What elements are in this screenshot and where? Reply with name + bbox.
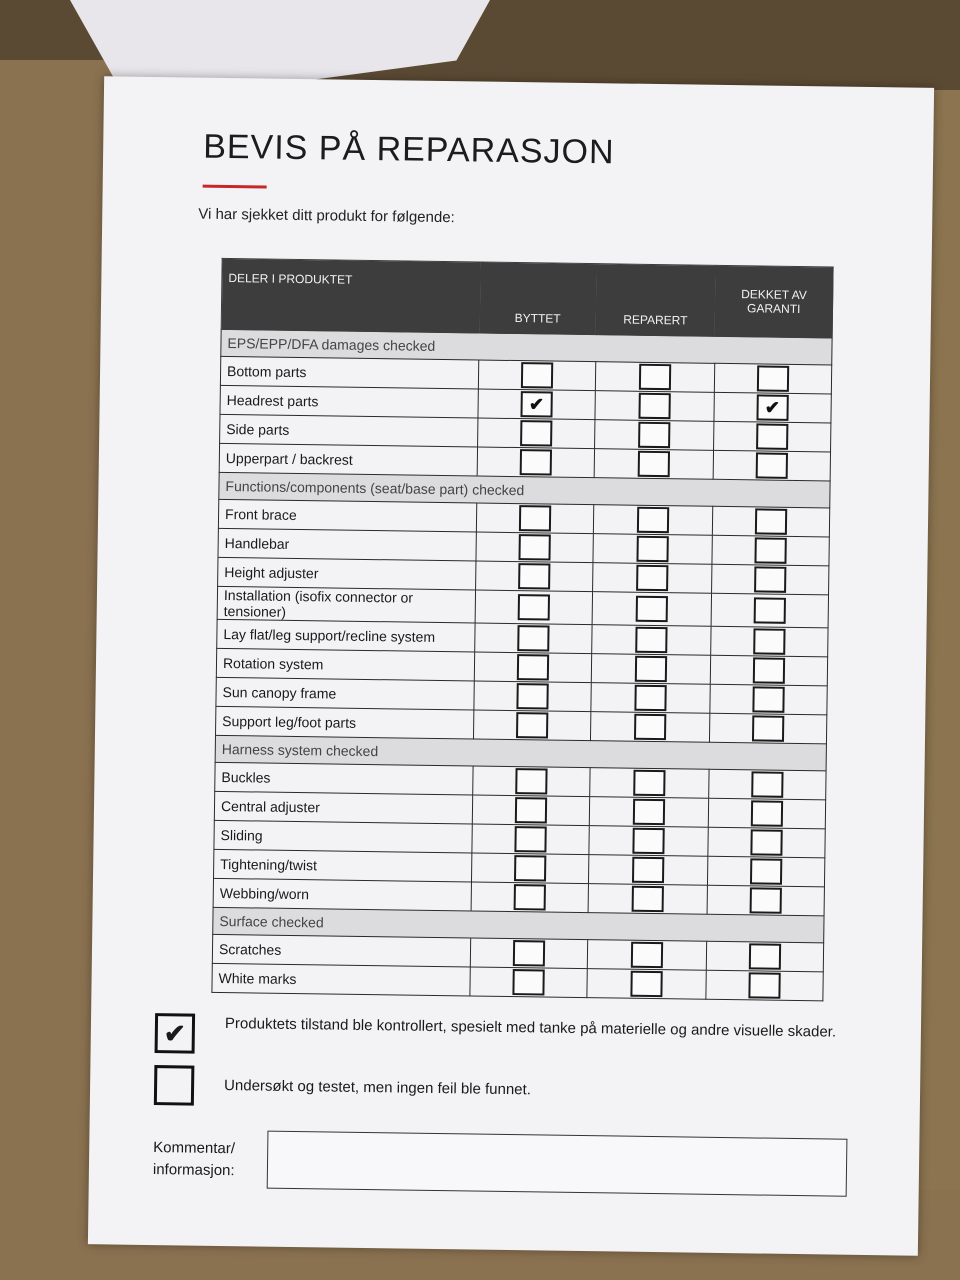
- comment-label-line1: Kommentar/: [153, 1139, 236, 1158]
- part-label: Sliding: [214, 820, 473, 853]
- comment-field[interactable]: [267, 1131, 848, 1197]
- warranty-cell: [713, 450, 831, 481]
- warranty-cell: [711, 564, 829, 595]
- repaired-cell: [588, 826, 707, 857]
- replaced-cell: [479, 360, 596, 391]
- warranty-checkbox[interactable]: [749, 887, 781, 913]
- header-warranty: [715, 265, 833, 338]
- repaired-checkbox[interactable]: [633, 770, 665, 796]
- part-label: Webbing/worn: [213, 878, 472, 911]
- replaced-cell: [472, 824, 589, 855]
- warranty-checkbox[interactable]: [757, 365, 789, 391]
- replaced-checkbox[interactable]: [515, 797, 547, 823]
- form-intro: Vi har sjekket ditt produkt for følgende:: [198, 205, 455, 227]
- confirmation-2-checkbox[interactable]: [154, 1065, 195, 1106]
- warranty-cell: [714, 363, 832, 394]
- warranty-checkbox[interactable]: [755, 508, 787, 534]
- repaired-checkbox[interactable]: [632, 828, 664, 854]
- repaired-checkbox[interactable]: [636, 565, 668, 591]
- part-label: Installation (isofix connector or tensioner): [217, 586, 476, 623]
- repaired-cell: [589, 768, 708, 799]
- comment-label: [153, 1137, 235, 1182]
- replaced-checkbox[interactable]: [516, 683, 548, 709]
- checklist-header: [221, 258, 833, 338]
- replaced-checkbox[interactable]: [513, 884, 545, 910]
- comment-label-line2: informasjon:: [152, 1161, 235, 1180]
- form-title: BEVIS PÅ REPARASJON: [202, 127, 615, 172]
- replaced-checkbox[interactable]: [517, 654, 549, 680]
- replaced-checkbox[interactable]: [518, 563, 550, 589]
- repaired-cell: [593, 505, 712, 536]
- warranty-checkbox[interactable]: [750, 829, 782, 855]
- part-label: Side parts: [220, 414, 479, 447]
- replaced-checkbox[interactable]: [518, 534, 550, 560]
- warranty-cell: [707, 827, 825, 858]
- replaced-cell: [471, 882, 588, 913]
- replaced-checkbox[interactable]: [514, 855, 546, 881]
- part-label: Upperpart / backrest: [219, 443, 478, 476]
- part-label: Rotation system: [216, 648, 475, 681]
- repaired-checkbox[interactable]: [630, 971, 662, 997]
- repaired-checkbox[interactable]: [634, 656, 666, 682]
- repaired-cell: [588, 884, 707, 915]
- repaired-checkbox[interactable]: [630, 942, 662, 968]
- replaced-checkbox[interactable]: [519, 449, 551, 475]
- part-label: Tightening/twist: [214, 849, 473, 882]
- replaced-cell: [476, 532, 593, 563]
- warranty-checkbox[interactable]: [755, 452, 787, 478]
- repaired-cell: [591, 654, 710, 685]
- header-warranty-line2: GARANTI: [747, 301, 801, 317]
- header-repaired: REPARERT: [596, 264, 716, 337]
- repaired-checkbox[interactable]: [638, 422, 670, 448]
- repaired-cell: [594, 391, 713, 422]
- warranty-cell: [706, 941, 824, 972]
- repaired-checkbox[interactable]: [636, 536, 668, 562]
- replaced-checkbox[interactable]: [515, 768, 547, 794]
- repaired-cell: [589, 797, 708, 828]
- replaced-cell: [472, 853, 589, 884]
- warranty-cell: [705, 970, 823, 1001]
- part-label: Front brace: [218, 499, 477, 532]
- replaced-checkbox[interactable]: [517, 594, 549, 620]
- warranty-cell: [712, 506, 830, 537]
- replaced-cell: [475, 590, 592, 625]
- repair-form-sheet: [88, 76, 934, 1255]
- part-label: Central adjuster: [214, 791, 473, 824]
- part-label: Lay flat/leg support/recline system: [217, 619, 476, 652]
- warranty-checkbox[interactable]: [753, 657, 785, 683]
- warranty-cell: [713, 421, 831, 452]
- checklist-table: [211, 258, 833, 1001]
- warranty-checkbox[interactable]: [754, 537, 786, 563]
- replaced-checkbox[interactable]: [516, 712, 548, 738]
- repaired-cell: [594, 420, 713, 451]
- warranty-cell: [709, 713, 827, 744]
- confirmation-2-text: Undersøkt og testet, men ingen feil ble funnet.: [223, 1077, 532, 1099]
- replaced-cell: [474, 710, 591, 741]
- replaced-checkbox[interactable]: ✔: [520, 391, 552, 417]
- replaced-cell: [472, 795, 589, 826]
- repaired-checkbox[interactable]: [634, 714, 666, 740]
- header-warranty-line1: DEKKET AV: [741, 287, 807, 303]
- warranty-cell: [711, 593, 829, 628]
- checklist-body: [212, 329, 832, 1000]
- warranty-checkbox[interactable]: [752, 715, 784, 741]
- header-replaced: BYTTET: [479, 262, 596, 335]
- repaired-cell: [592, 563, 711, 594]
- repaired-checkbox[interactable]: [638, 364, 670, 390]
- repaired-checkbox[interactable]: [632, 799, 664, 825]
- warranty-checkbox[interactable]: ✔: [756, 394, 788, 420]
- section-title: Functions/components (seat/base part) checked: [219, 472, 830, 508]
- replaced-cell: [473, 766, 590, 797]
- replaced-cell: [476, 561, 593, 592]
- repaired-cell: [595, 362, 714, 393]
- part-label: Scratches: [212, 934, 471, 967]
- section-title: Surface checked: [213, 907, 824, 943]
- replaced-checkbox[interactable]: [521, 362, 553, 388]
- confirmation-1-text: Produktets tilstand ble kontrollert, spesielt med tanke på materielle og andre visuelle skader.: [224, 1015, 837, 1041]
- part-label: Headrest parts: [220, 385, 479, 418]
- warranty-checkbox[interactable]: [752, 686, 784, 712]
- title-accent-rule: [203, 185, 267, 189]
- warranty-cell: [710, 655, 828, 686]
- warranty-checkbox[interactable]: [750, 858, 782, 884]
- repaired-checkbox[interactable]: [638, 393, 670, 419]
- replaced-cell: [470, 967, 587, 998]
- replaced-checkbox[interactable]: [513, 940, 545, 966]
- warranty-checkbox[interactable]: [754, 566, 786, 592]
- warranty-checkbox[interactable]: [753, 597, 785, 623]
- repaired-cell: [587, 940, 706, 971]
- replaced-checkbox[interactable]: [519, 505, 551, 531]
- section-title: Harness system checked: [215, 735, 826, 771]
- repaired-cell: [592, 592, 711, 627]
- warranty-checkbox[interactable]: [756, 423, 788, 449]
- part-label: Bottom parts: [220, 356, 479, 389]
- warranty-checkbox[interactable]: [751, 800, 783, 826]
- warranty-cell: [707, 885, 825, 916]
- replaced-checkbox[interactable]: [514, 826, 546, 852]
- confirmation-1-checkbox[interactable]: ✔: [155, 1013, 196, 1054]
- replaced-cell: [478, 418, 595, 449]
- replaced-cell: [477, 503, 594, 534]
- replaced-cell: [470, 938, 587, 969]
- part-label: Sun canopy frame: [216, 677, 475, 710]
- repaired-checkbox[interactable]: [631, 886, 663, 912]
- confirmation-2: [154, 1065, 854, 1099]
- warranty-cell: [711, 535, 829, 566]
- repaired-checkbox[interactable]: [634, 685, 666, 711]
- repaired-cell: [586, 969, 705, 1000]
- warranty-checkbox[interactable]: [749, 943, 781, 969]
- warranty-cell: [707, 856, 825, 887]
- replaced-cell: [474, 681, 591, 712]
- warranty-cell: [713, 392, 831, 423]
- repaired-cell: [588, 855, 707, 886]
- part-label: Handlebar: [218, 528, 477, 561]
- repaired-cell: [590, 712, 709, 743]
- replaced-cell: [475, 623, 592, 654]
- replaced-cell: [474, 652, 591, 683]
- replaced-checkbox[interactable]: [520, 420, 552, 446]
- part-label: White marks: [212, 963, 471, 996]
- confirmation-1: [155, 1013, 855, 1049]
- warranty-cell: [709, 684, 827, 715]
- replaced-cell: [478, 389, 595, 420]
- repaired-cell: [591, 625, 710, 656]
- warranty-checkbox[interactable]: [748, 972, 780, 998]
- repaired-cell: [594, 449, 713, 480]
- replaced-checkbox[interactable]: [517, 625, 549, 651]
- repaired-checkbox[interactable]: [637, 451, 669, 477]
- repaired-checkbox[interactable]: [632, 857, 664, 883]
- header-parts: DELER I PRODUKTET: [221, 258, 480, 333]
- warranty-cell: [708, 769, 826, 800]
- replaced-checkbox[interactable]: [512, 969, 544, 995]
- warranty-cell: [708, 798, 826, 829]
- part-label: Support leg/foot parts: [216, 706, 475, 739]
- part-label: Buckles: [215, 762, 474, 795]
- replaced-cell: [477, 447, 594, 478]
- section-title: EPS/EPP/DFA damages checked: [221, 329, 832, 365]
- warranty-checkbox[interactable]: [753, 628, 785, 654]
- repaired-checkbox[interactable]: [636, 507, 668, 533]
- repaired-checkbox[interactable]: [635, 596, 667, 622]
- warranty-cell: [710, 626, 828, 657]
- part-label: Height adjuster: [218, 557, 477, 590]
- repaired-checkbox[interactable]: [635, 627, 667, 653]
- repaired-cell: [592, 534, 711, 565]
- warranty-checkbox[interactable]: [751, 771, 783, 797]
- repaired-cell: [590, 683, 709, 714]
